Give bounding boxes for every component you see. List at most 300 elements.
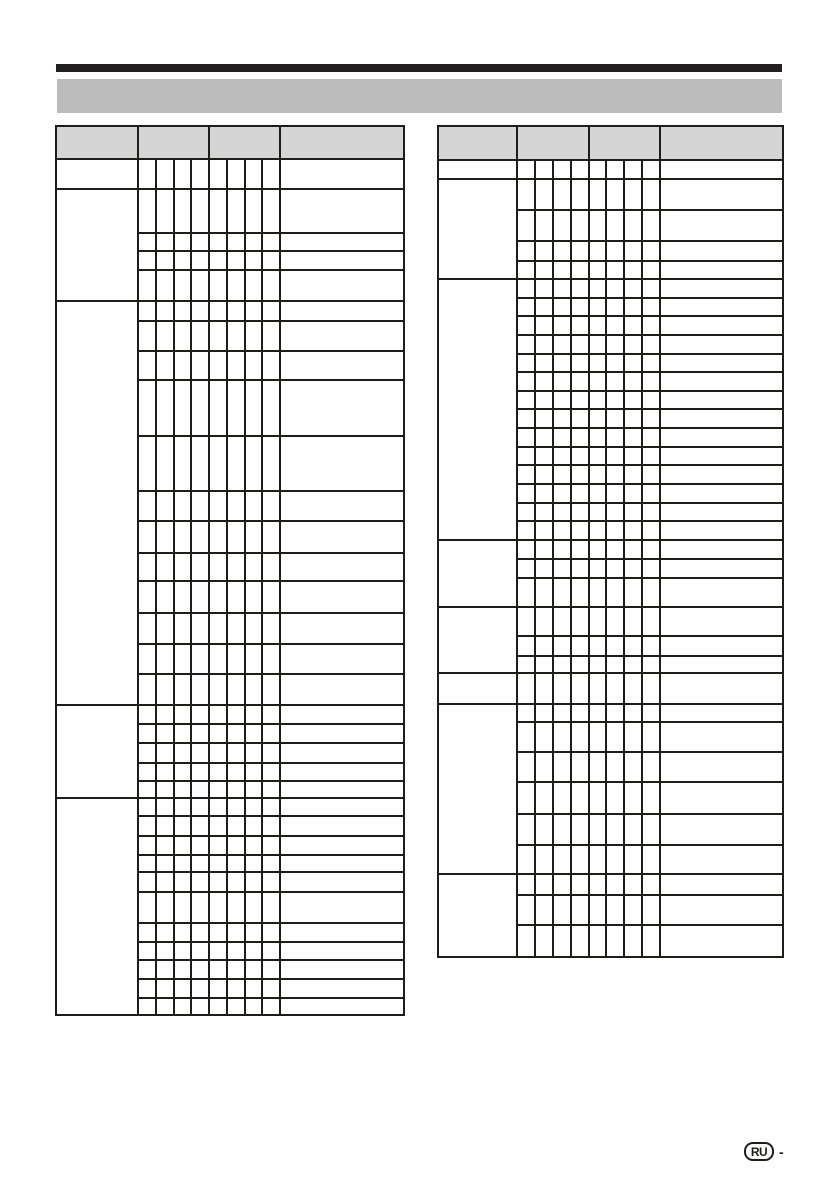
grid-cell (624, 428, 642, 447)
grid-cell (174, 816, 192, 836)
grid-cell (535, 354, 553, 372)
grid-cell (156, 960, 174, 979)
grid-cell (606, 521, 624, 540)
grid-cell (191, 998, 209, 1015)
grid-cell (589, 391, 607, 409)
grid-cell (138, 705, 156, 724)
grid-cell (571, 540, 589, 559)
grid-cell (156, 233, 174, 251)
grid-cell (209, 351, 227, 380)
grid-cell (245, 942, 263, 960)
description-cell (660, 925, 783, 957)
grid-cell (245, 491, 263, 521)
grid-cell (262, 351, 280, 380)
grid-cell (517, 704, 535, 722)
grid-cell (571, 895, 589, 925)
grid-cell (209, 521, 227, 553)
grid-cell (624, 210, 642, 241)
grid-cell (209, 942, 227, 960)
grid-cell (245, 781, 263, 798)
grid-cell (571, 372, 589, 391)
grid-cell (642, 521, 660, 540)
description-cell (660, 722, 783, 752)
grid-cell (606, 298, 624, 316)
grid-cell (174, 380, 192, 436)
header-desc-cell (280, 126, 404, 159)
grid-cell (191, 436, 209, 491)
description-cell (280, 781, 404, 798)
grid-cell (589, 279, 607, 298)
description-cell (280, 644, 404, 674)
grid-cell (156, 159, 174, 189)
grid-cell (642, 636, 660, 656)
description-cell (280, 942, 404, 960)
grid-cell (174, 942, 192, 960)
grid-cell (606, 447, 624, 465)
grid-cell (606, 210, 624, 241)
description-cell (660, 521, 783, 540)
grid-cell (262, 521, 280, 553)
grid-cell (624, 656, 642, 673)
grid-cell (589, 354, 607, 372)
grid-cell (571, 607, 589, 636)
grid-cell (642, 210, 660, 241)
grid-cell (262, 872, 280, 892)
grid-cell (606, 503, 624, 521)
grid-cell (245, 960, 263, 979)
grid-cell (589, 814, 607, 845)
grid-cell (624, 704, 642, 722)
grid-cell (517, 782, 535, 814)
description-cell (280, 189, 404, 233)
grid-cell (191, 380, 209, 436)
grid-cell (517, 540, 535, 559)
grid-cell (589, 636, 607, 656)
grid-cell (174, 521, 192, 553)
description-cell (660, 298, 783, 316)
grid-cell (535, 261, 553, 279)
grid-cell (209, 836, 227, 855)
grid-cell (227, 763, 245, 781)
grid-cell (191, 979, 209, 998)
grid-cell (571, 782, 589, 814)
grid-cell (571, 354, 589, 372)
grid-cell (174, 855, 192, 872)
description-cell (280, 613, 404, 644)
grid-cell (624, 925, 642, 957)
region-badge (744, 1142, 774, 1161)
grid-cell (191, 855, 209, 872)
grid-cell (209, 159, 227, 189)
grid-cell (571, 241, 589, 261)
grid-cell (156, 763, 174, 781)
grid-cell (245, 855, 263, 872)
grid-cell (262, 816, 280, 836)
description-cell (280, 581, 404, 613)
grid-cell (517, 578, 535, 607)
grid-cell (209, 998, 227, 1015)
grid-cell (624, 722, 642, 752)
description-cell (660, 447, 783, 465)
grid-cell (227, 380, 245, 436)
grid-cell (245, 159, 263, 189)
grid-cell (156, 743, 174, 763)
grid-cell (553, 895, 571, 925)
grid-cell (517, 484, 535, 503)
grid-cell (245, 705, 263, 724)
grid-cell (553, 179, 571, 210)
grid-cell (227, 979, 245, 998)
description-cell (660, 279, 783, 298)
grid-cell (553, 656, 571, 673)
grid-cell (642, 409, 660, 428)
grid-cell (517, 391, 535, 409)
grid-cell (642, 391, 660, 409)
grid-cell (262, 553, 280, 581)
grid-cell (535, 656, 553, 673)
grid-cell (606, 241, 624, 261)
grid-cell (227, 960, 245, 979)
grid-cell (191, 674, 209, 705)
grid-cell (209, 251, 227, 270)
grid-cell (535, 503, 553, 521)
grid-cell (156, 816, 174, 836)
grid-cell (209, 553, 227, 581)
grid-cell (227, 743, 245, 763)
grid-cell (227, 301, 245, 321)
grid-cell (174, 251, 192, 270)
grid-cell (138, 380, 156, 436)
grid-cell (571, 160, 589, 179)
grid-cell (535, 925, 553, 957)
grid-cell (517, 503, 535, 521)
description-cell (280, 380, 404, 436)
grid-cell (624, 179, 642, 210)
grid-cell (191, 351, 209, 380)
description-cell (660, 391, 783, 409)
grid-cell (624, 673, 642, 704)
grid-cell (571, 521, 589, 540)
grid-cell (138, 942, 156, 960)
grid-cell (138, 553, 156, 581)
grid-cell (606, 814, 624, 845)
grid-cell (571, 335, 589, 354)
grid-cell (589, 607, 607, 636)
grid-cell (262, 251, 280, 270)
description-cell (660, 316, 783, 335)
grid-cell (624, 241, 642, 261)
grid-cell (191, 781, 209, 798)
grid-cell (517, 874, 535, 895)
grid-cell (553, 925, 571, 957)
grid-cell (156, 553, 174, 581)
grid-cell (535, 179, 553, 210)
grid-cell (606, 874, 624, 895)
grid-cell (174, 872, 192, 892)
grid-cell (191, 189, 209, 233)
description-cell (280, 553, 404, 581)
grid-cell (245, 521, 263, 553)
grid-cell (571, 636, 589, 656)
grid-cell (571, 503, 589, 521)
grid-cell (606, 656, 624, 673)
grid-cell (209, 270, 227, 301)
grid-cell (642, 782, 660, 814)
row-label-cell (56, 798, 138, 1015)
grid-cell (262, 380, 280, 436)
grid-cell (138, 979, 156, 998)
grid-cell (262, 855, 280, 872)
grid-cell (535, 607, 553, 636)
grid-cell (156, 613, 174, 644)
grid-cell (624, 895, 642, 925)
table-row (56, 705, 404, 724)
grid-cell (191, 270, 209, 301)
grid-cell (553, 636, 571, 656)
grid-cell (571, 465, 589, 484)
grid-cell (191, 491, 209, 521)
grid-cell (245, 923, 263, 942)
grid-cell (138, 521, 156, 553)
grid-cell (245, 436, 263, 491)
description-cell (280, 798, 404, 816)
grid-cell (642, 372, 660, 391)
grid-cell (191, 251, 209, 270)
grid-cell (191, 705, 209, 724)
grid-cell (191, 942, 209, 960)
grid-cell (606, 559, 624, 578)
grid-cell (156, 942, 174, 960)
grid-cell (535, 895, 553, 925)
grid-cell (227, 892, 245, 923)
grid-cell (138, 189, 156, 233)
grid-cell (227, 674, 245, 705)
grid-cell (589, 484, 607, 503)
grid-cell (262, 301, 280, 321)
grid-cell (138, 270, 156, 301)
grid-cell (553, 503, 571, 521)
grid-cell (156, 301, 174, 321)
grid-cell (589, 895, 607, 925)
grid-cell (262, 798, 280, 816)
description-cell (280, 724, 404, 743)
grid-cell (589, 298, 607, 316)
description-cell (660, 335, 783, 354)
grid-cell (138, 855, 156, 872)
grid-cell (174, 892, 192, 923)
grid-cell (156, 998, 174, 1015)
grid-cell (517, 354, 535, 372)
description-cell (660, 241, 783, 261)
grid-cell (535, 673, 553, 704)
grid-cell (174, 781, 192, 798)
grid-cell (262, 613, 280, 644)
grid-cell (535, 559, 553, 578)
grid-cell (174, 763, 192, 781)
grid-cell (517, 428, 535, 447)
grid-cell (571, 391, 589, 409)
grid-cell (642, 895, 660, 925)
row-label-cell (438, 160, 517, 179)
grid-cell (262, 998, 280, 1015)
header-desc-cell (660, 126, 783, 160)
grid-cell (589, 540, 607, 559)
grid-cell (138, 781, 156, 798)
grid-cell (553, 372, 571, 391)
grid-cell (191, 743, 209, 763)
grid-cell (156, 872, 174, 892)
grid-cell (571, 845, 589, 874)
grid-cell (606, 722, 624, 752)
grid-cell (624, 160, 642, 179)
grid-cell (227, 855, 245, 872)
grid-cell (191, 960, 209, 979)
grid-cell (156, 781, 174, 798)
grid-cell (642, 428, 660, 447)
grid-cell (642, 241, 660, 261)
grid-cell (624, 752, 642, 782)
grid-cell (606, 179, 624, 210)
description-cell (280, 743, 404, 763)
grid-cell (571, 752, 589, 782)
description-cell (280, 960, 404, 979)
grid-cell (571, 673, 589, 704)
grid-cell (642, 607, 660, 636)
grid-cell (571, 484, 589, 503)
grid-cell (606, 409, 624, 428)
grid-cell (606, 261, 624, 279)
grid-cell (174, 705, 192, 724)
description-cell (660, 578, 783, 607)
grid-cell (174, 743, 192, 763)
grid-cell (553, 578, 571, 607)
grid-cell (227, 613, 245, 644)
grid-cell (138, 798, 156, 816)
grid-cell (553, 316, 571, 335)
grid-cell (642, 316, 660, 335)
grid-cell (517, 316, 535, 335)
grid-cell (227, 644, 245, 674)
grid-cell (624, 316, 642, 335)
grid-cell (571, 409, 589, 428)
grid-cell (245, 674, 263, 705)
grid-cell (138, 491, 156, 521)
grid-cell (138, 724, 156, 743)
grid-cell (535, 298, 553, 316)
page-number-dash: - (779, 1143, 784, 1160)
grid-cell (174, 351, 192, 380)
grid-cell (553, 782, 571, 814)
grid-cell (589, 409, 607, 428)
grid-cell (571, 814, 589, 845)
description-cell (660, 704, 783, 722)
grid-cell (606, 160, 624, 179)
grid-cell (138, 998, 156, 1015)
grid-cell (517, 607, 535, 636)
grid-cell (589, 465, 607, 484)
grid-cell (642, 335, 660, 354)
grid-cell (156, 189, 174, 233)
grid-cell (156, 251, 174, 270)
description-cell (280, 892, 404, 923)
grid-cell (262, 979, 280, 998)
description-cell (280, 233, 404, 251)
grid-cell (209, 705, 227, 724)
table-row (56, 798, 404, 816)
grid-cell (227, 872, 245, 892)
grid-cell (517, 673, 535, 704)
grid-cell (517, 241, 535, 261)
grid-cell (174, 724, 192, 743)
grid-cell (535, 391, 553, 409)
grid-cell (227, 581, 245, 613)
grid-cell (138, 644, 156, 674)
grid-cell (589, 874, 607, 895)
grid-cell (642, 503, 660, 521)
description-cell (660, 874, 783, 895)
grid-cell (642, 559, 660, 578)
grid-cell (589, 782, 607, 814)
grid-cell (589, 372, 607, 391)
grid-cell (191, 553, 209, 581)
grid-cell (156, 270, 174, 301)
grid-cell (138, 251, 156, 270)
grid-cell (209, 816, 227, 836)
grid-cell (517, 845, 535, 874)
grid-cell (535, 704, 553, 722)
grid-cell (245, 872, 263, 892)
grid-cell (262, 436, 280, 491)
row-label-cell (438, 179, 517, 279)
grid-cell (191, 816, 209, 836)
grid-cell (174, 613, 192, 644)
grid-cell (245, 724, 263, 743)
grid-cell (245, 581, 263, 613)
grid-cell (174, 581, 192, 613)
grid-cell (209, 798, 227, 816)
grid-cell (553, 409, 571, 428)
description-cell (280, 491, 404, 521)
grid-cell (138, 351, 156, 380)
grid-cell (517, 636, 535, 656)
grid-cell (209, 644, 227, 674)
grid-cell (138, 836, 156, 855)
grid-cell (517, 409, 535, 428)
grid-cell (642, 578, 660, 607)
grid-cell (191, 798, 209, 816)
grid-cell (624, 372, 642, 391)
grid-cell (553, 845, 571, 874)
grid-cell (535, 447, 553, 465)
grid-cell (138, 743, 156, 763)
grid-cell (553, 298, 571, 316)
grid-cell (174, 923, 192, 942)
grid-cell (245, 836, 263, 855)
grid-cell (156, 436, 174, 491)
grid-cell (589, 752, 607, 782)
grid-cell (227, 798, 245, 816)
grid-cell (589, 925, 607, 957)
grid-cell (517, 261, 535, 279)
grid-cell (174, 798, 192, 816)
grid-cell (535, 722, 553, 752)
grid-cell (535, 316, 553, 335)
header-label-cell (438, 126, 517, 160)
header-group2-cell (589, 126, 661, 160)
grid-cell (156, 674, 174, 705)
grid-cell (535, 210, 553, 241)
grid-cell (517, 925, 535, 957)
